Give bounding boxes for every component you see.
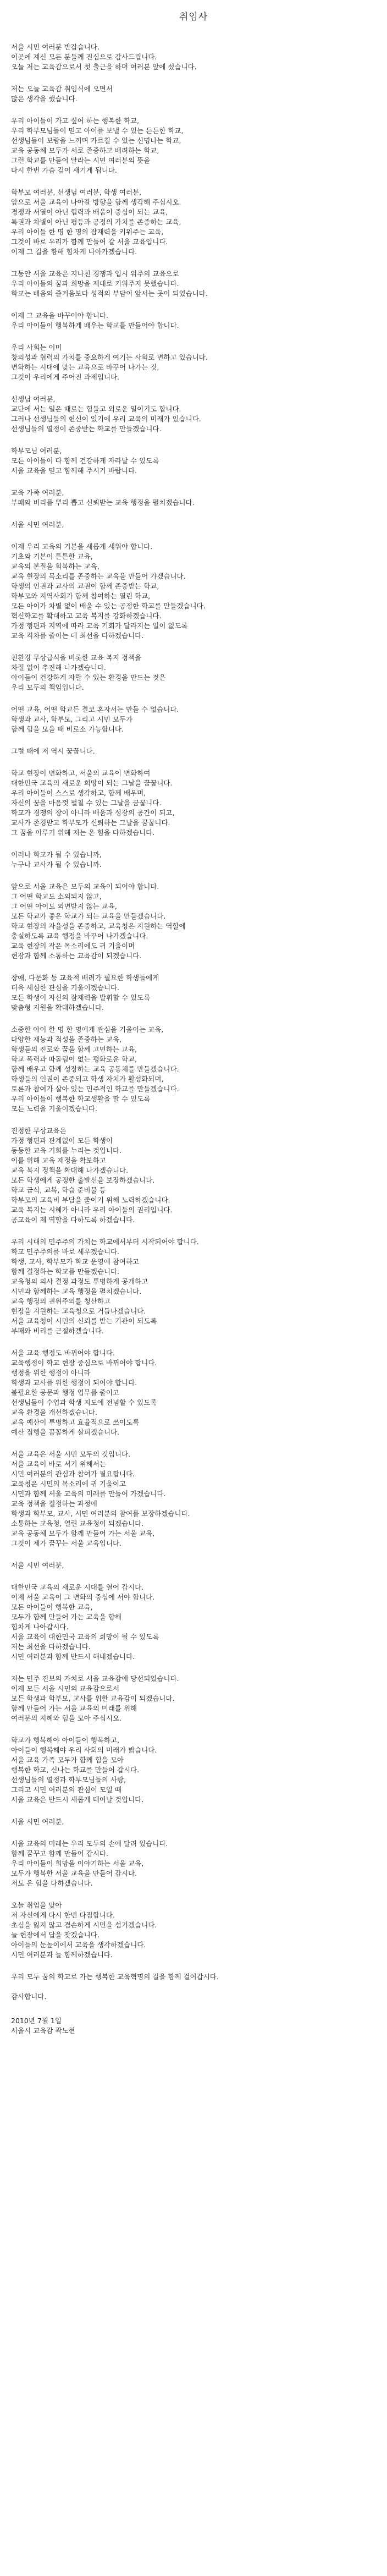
paragraph-line: 교육 복지 정책을 확대해 나가겠습니다. [11, 1166, 129, 1174]
paragraph-line: 이제 우리 교육의 기본을 새롭게 세워야 합니다. [11, 542, 153, 551]
paragraph [11, 42, 376, 72]
paragraph-line: 행정을 위한 행정이 아니라 [11, 1369, 91, 1377]
paragraph-line: 이곳에 계신 모든 분들께 진심으로 감사드립니다. [11, 53, 157, 61]
paragraph-line: 교육행정이 학교 현장 중심으로 바뀌어야 합니다. [11, 1359, 157, 1367]
closing-line: 우리 모두 꿈의 학교로 가는 행복한 교육혁명의 길을 함께 걸어갑시다. [11, 1973, 219, 1981]
paragraph-line: 서울 시민 여러분, [11, 520, 64, 529]
paragraph [11, 188, 376, 257]
paragraph-line: 그 어떤 아이도 외면받지 않는 교육, [11, 902, 117, 910]
paragraph-line: 그 꿈을 이루기 위해 저는 온 힘을 다하겠습니다. [11, 828, 155, 837]
paragraph-line: 우리 모두의 책임입니다. [11, 683, 84, 691]
paragraph-line: 여러분의 지혜와 힘을 모아 주십시오. [11, 1714, 121, 1722]
paragraph [11, 1839, 376, 1888]
paragraph [11, 746, 376, 756]
paragraph-line: 학부모 여러분, 선생님 여러분, 학생 여러분, [11, 188, 142, 196]
paragraph-line: 소통하는 교육청, 열린 교육청이 되겠습니다. [11, 1519, 144, 1528]
paragraph-line: 선생님들이 보람을 느끼며 가르칠 수 있는 신명나는 학교, [11, 136, 181, 145]
paragraph-line: 모든 아이들이 행복한 교육, [11, 1603, 93, 1611]
paragraph-line: 현장을 지원하는 교육청으로 거듭나겠습니다. [11, 1307, 146, 1315]
paragraph-line: 어떤 교육, 어떤 학교든 결코 혼자서는 만들 수 없습니다. [11, 705, 179, 713]
paragraph [11, 768, 376, 838]
paragraph-line: 학생의 인권과 교사의 교권이 함께 존중받는 학교, [11, 582, 159, 590]
paragraph-line: 학교 민주주의를 바로 세우겠습니다. [11, 1248, 120, 1256]
paragraph-line: 모든 학생에게 공정한 출발선을 보장하겠습니다. [11, 1176, 155, 1184]
paragraph-line: 그러나 선생님들의 헌신이 있기에 우리 교육의 미래가 있습니다. [11, 415, 201, 423]
paragraph-line: 저도 온 힘을 다하겠습니다. [11, 1879, 93, 1887]
paragraph-line: 학생들의 인권이 존중되고 학생 자치가 활성화되며, [11, 1075, 164, 1083]
signature-block [11, 2016, 376, 2036]
document-date: 2010년 7월 1일 [11, 2017, 62, 2025]
paragraph [11, 1449, 376, 1548]
paragraph-line: 우리 학부모님들이 믿고 아이를 보낼 수 있는 든든한 학교, [11, 127, 184, 135]
paragraph-line: 함께 힘을 모을 때 비로소 가능합니다. [11, 725, 124, 733]
document-signature: 서울시 교육감 곽노현 [11, 2026, 75, 2035]
paragraph-line: 학교 급식, 교복, 학습 준비물 등 [11, 1186, 106, 1194]
paragraph-line: 교육청은 시민의 목소리에 귀 기울이고 [11, 1480, 126, 1488]
paragraph-line: 부패와 비리를 근절하겠습니다. [11, 1327, 104, 1335]
paragraph-line: 오늘 취임을 맞아 [11, 1901, 62, 1909]
paragraph [11, 269, 376, 299]
paragraph-line: 우리 아이들이 행복하게 배우는 학교를 만들어야 합니다. [11, 321, 179, 329]
paragraph-line: 저 자신에게 다시 한번 다짐합니다. [11, 1911, 115, 1919]
paragraph-line: 서울 시민 여러분 반갑습니다. [11, 43, 99, 51]
paragraph-line: 모든 아이들이 다 함께 건강하게 자라날 수 있도록 [11, 457, 159, 465]
closing-line: 감사합니다. [11, 1992, 47, 2001]
paragraph [11, 973, 376, 1013]
paragraph-line: 아이들이 행복해야 우리 사회의 미래가 밝습니다. [11, 1746, 157, 1754]
paragraph-line: 그것이 우리에게 주어진 과제입니다. [11, 373, 120, 381]
paragraph-line: 아이들의 눈높이에서 교육을 생각하겠습니다. [11, 1941, 146, 1949]
paragraph-line: 현장과 함께 소통하는 교육감이 되겠습니다. [11, 952, 142, 960]
paragraph [11, 542, 376, 641]
paragraph-line: 우리 시대의 민주주의 가치는 학교에서부터 시작되어야 합니다. [11, 1238, 199, 1246]
paragraph-line: 교육 공동체 모두가 함께 만들어 가는 서울 교육, [11, 1529, 155, 1537]
closing-remarks [11, 1972, 376, 2002]
paragraph-line: 시민 여러분의 관심과 참여가 필요합니다. [11, 1470, 135, 1478]
paragraph-line: 자신의 꿈을 마음껏 펼칠 수 있는 그날을 꿈꿉니다. [11, 799, 162, 807]
paragraph-line: 저는 민주 진보의 가치로 서울 교육감에 당선되었습니다. [11, 1674, 179, 1683]
paragraph [11, 343, 376, 382]
paragraph-line: 그것이 제가 꿈꾸는 서울 교육입니다. [11, 1539, 121, 1547]
paragraph-line: 교육 정책을 결정하는 과정에 [11, 1500, 97, 1508]
paragraph-line: 서울 시민 여러분, [11, 1817, 64, 1826]
paragraph-line: 모두가 행복한 서울 교육을 만들어 갑시다. [11, 1869, 137, 1877]
paragraph-line: 모든 학교가 좋은 학교가 되는 교육을 만들겠습니다. [11, 912, 166, 920]
paragraph-line: 힘차게 나아갑시다. [11, 1623, 69, 1631]
paragraph-line: 예산 집행을 꼼꼼하게 살피겠습니다. [11, 1428, 120, 1436]
paragraph-line: 교육 환경을 개선하겠습니다. [11, 1408, 97, 1416]
paragraph-line: 학교는 배움의 즐거움보다 성적의 부담이 앞서는 곳이 되었습니다. [11, 289, 208, 298]
paragraph [11, 1901, 376, 1960]
paragraph-line: 창의성과 협력의 가치를 중요하게 여기는 사회로 변하고 있습니다. [11, 353, 208, 361]
paragraph-line: 혁신학교를 확대하고 교육 복지를 강화하겠습니다. [11, 612, 162, 620]
paragraph-line: 학부모님 여러분, [11, 447, 62, 455]
paragraph-line: 동등한 교육 기회를 누리는 것입니다. [11, 1146, 121, 1155]
paragraph-line: 모든 학생과 학부모, 교사를 위한 교육감이 되겠습니다. [11, 1694, 175, 1702]
paragraph-line: 교단에 서는 일은 때로는 힘들고 외로운 일이기도 합니다. [11, 405, 181, 413]
paragraph-line: 서울 교육청이 시민의 신뢰를 받는 기관이 되도록 [11, 1317, 157, 1325]
paragraph-line: 함께 꿈꾸고 함께 만들어 갑시다. [11, 1849, 108, 1858]
paragraph-line: 대한민국 교육의 새로운 시대를 열어 갑시다. [11, 1583, 144, 1591]
paragraph-line: 저는 오늘 교육감 취임식에 오면서 [11, 85, 113, 93]
paragraph-line: 학생과 학부모, 교사, 시민 여러분의 참여를 보장하겠습니다. [11, 1509, 190, 1518]
paragraph [11, 488, 376, 508]
paragraph-line: 교육 격차를 줄이는 데 최선을 다하겠습니다. [11, 631, 144, 640]
paragraph-line: 시민과 함께 서울 교육의 미래를 만들어 가겠습니다. [11, 1490, 166, 1498]
paragraph-line: 우리 아이들이 스스로 생각하고, 함께 배우며, [11, 789, 146, 797]
paragraph [11, 1583, 376, 1662]
paragraph-line: 우리 아이들이 가고 싶어 하는 행복한 학교, [11, 117, 140, 125]
paragraph [11, 520, 376, 530]
paragraph-line: 공교육이 제 역할을 다하도록 하겠습니다. [11, 1216, 135, 1224]
paragraph-line: 가정 형편과 관계없이 모든 학생이 [11, 1136, 113, 1145]
paragraph-line: 늘 현장에서 답을 찾겠습니다. [11, 1931, 99, 1939]
paragraph-line: 초심을 잃지 않고 겸손하게 시민을 섬기겠습니다. [11, 1921, 157, 1929]
paragraph [11, 1817, 376, 1827]
paragraph-line: 학교 현장의 자율성을 존중하고, 교육청은 지원하는 역할에 [11, 922, 186, 930]
paragraph-line: 다양한 재능과 적성을 존중하는 교육, [11, 1035, 121, 1043]
paragraph [11, 1561, 376, 1570]
paragraph [11, 1237, 376, 1336]
paragraph-line: 다시 한번 가슴 깊이 새기게 됩니다. [11, 166, 117, 174]
paragraph-line: 교사가 존경받고 학부모가 신뢰하는 그날을 꿈꿉니다. [11, 819, 170, 827]
paragraph [11, 882, 376, 961]
paragraph-line: 함께 만들어 가는 서울 교육의 미래를 위해 [11, 1704, 137, 1712]
paragraph-line: 학생과 교사를 위한 행정이 되어야 합니다. [11, 1378, 137, 1387]
paragraph-line: 모든 아이가 차별 없이 배울 수 있는 공정한 학교를 만들겠습니다. [11, 602, 206, 610]
paragraph [11, 84, 376, 104]
paragraph-line: 이제 그 길을 향해 힘차게 나아가겠습니다. [11, 248, 137, 256]
paragraph-line: 선생님 여러분, [11, 395, 56, 403]
paragraph-line: 교육 예산이 투명하고 효율적으로 쓰이도록 [11, 1418, 140, 1426]
paragraph-line: 특권과 차별이 아닌 평등과 공정의 가치를 존중하는 교육, [11, 218, 181, 226]
paragraph [11, 1674, 376, 1723]
paragraph-line: 장애, 다문화 등 교육적 배려가 필요한 학생들에게 [11, 974, 159, 982]
paragraph-line: 교육 공동체 모두가 서로 존중하고 배려하는 학교, [11, 146, 159, 155]
paragraph-line: 교육청의 의사 결정 과정도 투명하게 공개하고 [11, 1277, 148, 1286]
paragraph-line: 함께 결정하는 학교를 만들겠습니다. [11, 1267, 120, 1276]
paragraph-line: 이제 모든 서울 시민의 교육감으로서 [11, 1684, 120, 1693]
paragraph-line: 경쟁과 서열이 아닌 협력과 배움이 중심이 되는 교육, [11, 208, 168, 216]
paragraph-line: 선생님들의 열정과 학부모님들의 사랑, [11, 1776, 126, 1784]
paragraph [11, 1126, 376, 1225]
paragraph [11, 1025, 376, 1114]
paragraph-line: 교육의 본질을 회복하는 교육, [11, 562, 99, 570]
paragraph-line: 서울 교육 가족 모두가 함께 힘을 모아 [11, 1756, 124, 1764]
paragraph-line: 교육 현장의 목소리를 존중하는 교육을 만들어 가겠습니다. [11, 572, 186, 580]
paragraph-line: 앞으로 서울 교육이 나아갈 방향을 함께 생각해 주십시오. [11, 198, 181, 206]
paragraph-line: 서울 교육이 바로 서기 위해서는 [11, 1460, 106, 1468]
paragraph-line: 아이들이 건강하게 자랄 수 있는 환경을 만드는 것은 [11, 673, 166, 682]
paragraph [11, 850, 376, 870]
paragraph-line: 이제 서울 교육이 그 변화의 중심에 서야 합니다. [11, 1593, 155, 1601]
paragraph-line: 이제 그 교육을 바꾸어야 합니다. [11, 311, 108, 320]
paragraph [11, 1735, 376, 1805]
paragraph-line: 소중한 아이 한 명 한 명에게 관심을 기울이는 교육, [11, 1025, 164, 1034]
paragraph-line: 그럴 때에 저 역시 꿈꿉니다. [11, 747, 95, 755]
paragraph-line: 우리 아이들 한 명 한 명의 잠재력을 키워주는 교육, [11, 228, 164, 236]
paragraph-line: 함께 배우고 함께 성장하는 교육 공동체를 만들겠습니다. [11, 1065, 179, 1073]
paragraph [11, 705, 376, 734]
paragraph-line: 학부모의 교육비 부담을 줄이기 위해 노력하겠습니다. [11, 1196, 170, 1204]
paragraph-line: 행복한 학교, 신나는 학교를 만들어 갑시다. [11, 1766, 140, 1774]
paragraph-line: 그것이 바로 우리가 함께 만들어 갈 서울 교육입니다. [11, 238, 168, 246]
paragraph-line: 가정 형편과 지역에 따라 교육 기회가 달라지는 일이 없도록 [11, 622, 188, 630]
paragraph [11, 116, 376, 175]
paragraph [11, 1348, 376, 1437]
paragraph-line: 서울 교육 행정도 바뀌어야 합니다. [11, 1349, 115, 1357]
paragraph-line: 오늘 저는 교육감으로서 첫 출근을 하며 여러분 앞에 섰습니다. [11, 63, 197, 71]
paragraph-line: 우리 아이들이 행복한 학교생활을 할 수 있도록 [11, 1095, 151, 1103]
paragraph-line: 선생님들이 수업과 학생 지도에 전념할 수 있도록 [11, 1398, 157, 1407]
paragraph-line: 불필요한 공문과 행정 업무를 줄이고 [11, 1388, 120, 1397]
document-body [0, 42, 387, 1960]
paragraph-line: 더욱 세심한 관심을 기울이겠습니다. [11, 984, 120, 992]
paragraph-line: 맞춤형 지원을 확대하겠습니다. [11, 1003, 104, 1012]
paragraph-line: 시민 여러분과 늘 함께하겠습니다. [11, 1951, 113, 1959]
paragraph-line: 학교 현장이 변화하고, 서울의 교육이 변화하여 [11, 769, 151, 777]
paragraph-line: 교육 가족 여러분, [11, 488, 64, 497]
paragraph-line: 저는 최선을 다하겠습니다. [11, 1643, 91, 1651]
paragraph-line: 친환경 무상급식을 비롯한 교육 복지 정책을 [11, 653, 142, 662]
paragraph-line: 토론과 참여가 살아 있는 민주적인 학교를 만들겠습니다. [11, 1085, 179, 1093]
paragraph-line: 그리고 시민 여러분의 관심이 모일 때 [11, 1786, 121, 1794]
paragraph [11, 311, 376, 331]
paragraph-line: 학생, 교사, 학부모가 학교 운영에 참여하고 [11, 1257, 140, 1266]
paragraph-line: 서울 교육은 서울 시민 모두의 것입니다. [11, 1450, 131, 1458]
paragraph-line: 대한민국 교육의 새로운 희망이 되는 그날을 꿈꿉니다. [11, 779, 173, 787]
paragraph-line: 우리 아이들의 꿈과 희망을 제대로 키워주지 못했습니다. [11, 279, 179, 288]
paragraph-line: 서울 교육은 반드시 새롭게 태어날 것입니다. [11, 1795, 144, 1804]
paragraph-line: 교육 현장의 작은 목소리에도 귀 기울이며 [11, 942, 135, 950]
paragraph-line: 학부모와 지역사회가 함께 참여하는 열린 학교, [11, 592, 151, 600]
paragraph-line: 그런 학교를 만들어 달라는 시민 여러분의 뜻을 [11, 156, 151, 164]
paragraph-line: 충실하도록 교육 행정을 바꾸어 나가겠습니다. [11, 932, 148, 940]
paragraph-line: 시민과 함께하는 교육 행정을 펼치겠습니다. [11, 1287, 142, 1295]
paragraph-line: 서울 교육이 대한민국 교육의 희망이 될 수 있도록 [11, 1633, 159, 1641]
paragraph-line: 우리 아이들이 희망을 이야기하는 서울 교육, [11, 1859, 144, 1868]
paragraph-line: 부패와 비리를 뿌리 뽑고 신뢰받는 교육 행정을 펼치겠습니다. [11, 498, 195, 507]
paragraph [11, 394, 376, 434]
paragraph-line: 우리 사회는 이미 [11, 343, 62, 351]
paragraph-line: 서울 시민 여러분, [11, 1561, 64, 1569]
paragraph-line: 모든 학생이 자신의 잠재력을 발휘할 수 있도록 [11, 993, 151, 1002]
document-title: 취임사 [179, 12, 208, 23]
paragraph-line: 시민 여러분과 함께 반드시 해내겠습니다. [11, 1652, 135, 1661]
paragraph-line: 차질 없이 추진해 나가겠습니다. [11, 663, 106, 672]
paragraph-line: 기초와 기본이 튼튼한 교육, [11, 552, 93, 561]
paragraph-line: 그 어떤 학교도 소외되지 않고, [11, 892, 102, 900]
paragraph-line: 학생들의 진로와 꿈을 함께 고민하는 교육, [11, 1045, 137, 1053]
paragraph-line: 모든 노력을 기울이겠습니다. [11, 1105, 97, 1113]
paragraph-line: 서울 교육의 미래는 우리 모두의 손에 달려 있습니다. [11, 1839, 168, 1848]
paragraph-line: 선생님들의 열정이 존중받는 학교를 만들겠습니다. [11, 425, 162, 433]
paragraph [11, 446, 376, 476]
paragraph-line: 이러나 학교가 될 수 있습니까, [11, 850, 102, 859]
paragraph [11, 653, 376, 693]
paragraph-line: 학교 폭력과 따돌림이 없는 평화로운 학교, [11, 1055, 137, 1063]
paragraph-line: 이를 위해 교육 재정을 확보하고 [11, 1156, 106, 1165]
paragraph-line: 교육 복지는 시혜가 아니라 우리 아이들의 권리입니다. [11, 1206, 173, 1214]
paragraph-line: 서울 교육을 믿고 함께해 주시기 바랍니다. [11, 466, 137, 475]
paragraph-line: 진정한 무상교육은 [11, 1127, 67, 1135]
paragraph-line: 누구나 교사가 될 수 있습니까. [11, 860, 102, 869]
paragraph-line: 그동안 서울 교육은 지나친 경쟁과 입시 위주의 교육으로 [11, 270, 179, 278]
paragraph-line: 학교가 경쟁의 장이 아니라 배움과 성장의 공간이 되고, [11, 809, 175, 817]
paragraph-line: 앞으로 서울 교육은 모두의 교육이 되어야 합니다. [11, 882, 159, 891]
paragraph-line: 학교가 행복해야 아이들이 행복하고, [11, 1736, 120, 1744]
paragraph-line: 많은 생각을 했습니다. [11, 95, 78, 103]
paragraph-line: 모두가 함께 만들어 가는 교육을 향해 [11, 1613, 121, 1621]
paragraph-line: 교육 행정의 권위주의를 청산하고 [11, 1297, 110, 1305]
paragraph-line: 변화하는 시대에 맞는 교육으로 바꾸어 나가는 것, [11, 363, 159, 371]
paragraph-line: 학생과 교사, 학부모, 그리고 시민 모두가 [11, 715, 133, 723]
